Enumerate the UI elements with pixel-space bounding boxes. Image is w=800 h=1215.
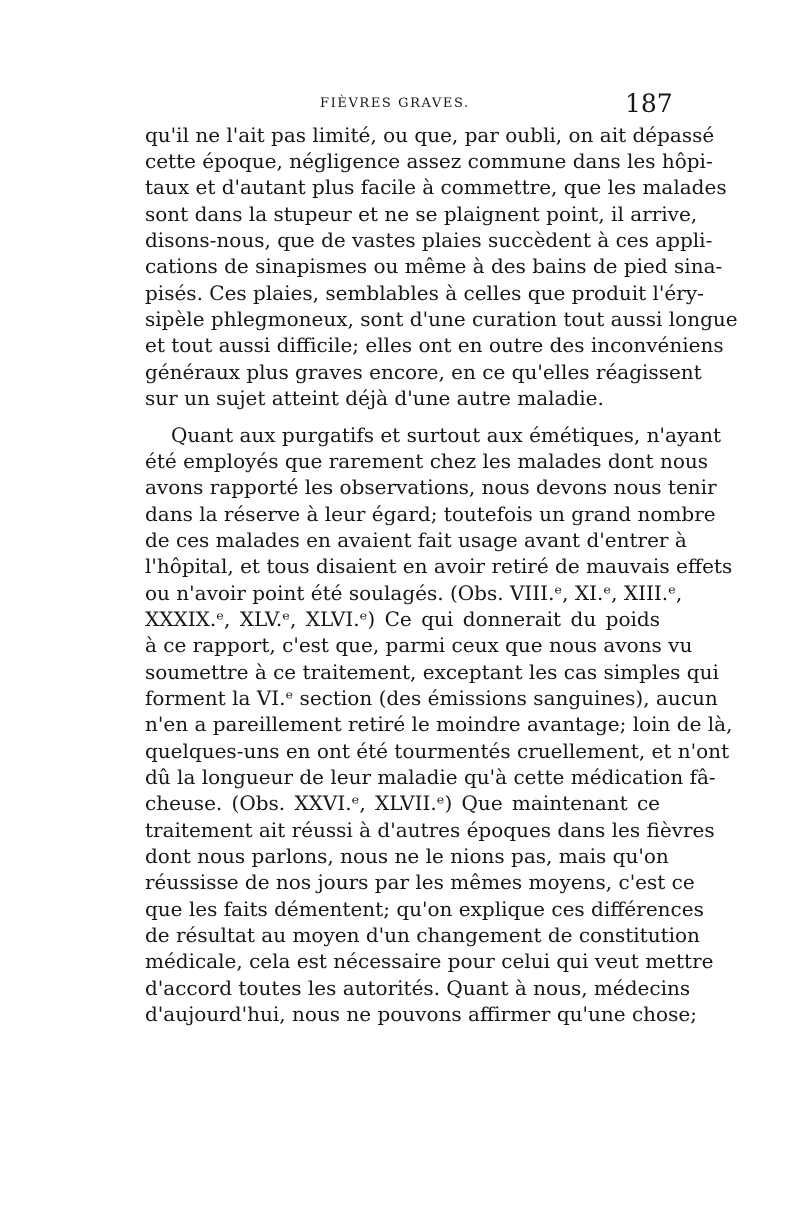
text-line: quelques-uns en ont été tourmentés cruellement, et n'ont (145, 739, 730, 763)
text-line: forment la VI.ᵉ section (des émissions sanguines), aucun (145, 686, 718, 710)
text-line: dont nous parlons, nous ne le nions pas, mais qu'on (145, 844, 669, 868)
page-number: 187 (625, 89, 673, 118)
text-line: et tout aussi difficile; elles ont en outre des inconvéniens (145, 333, 724, 357)
text-line: taux et d'autant plus facile à commettre, que les malades (145, 175, 727, 199)
text-line: dans la réserve à leur égard; toutefois un grand nombre (145, 502, 716, 526)
text-line: soumettre à ce traitement, exceptant les cas simples qui (145, 660, 719, 684)
text-line: sur un sujet atteint déjà d'une autre maladie. (145, 386, 604, 410)
text-line: cette époque, négligence assez commune dans les hôpi- (145, 149, 713, 173)
text-line: d'accord toutes les autorités. Quant à nous, médecins (145, 976, 691, 1000)
text-line: n'en a pareillement retiré le moindre avantage; loin de là, (145, 712, 733, 736)
text-line: de résultat au moyen d'un changement de constitution (145, 923, 700, 947)
text-line: dû la longueur de leur maladie qu'à cette médication fâ- (145, 765, 716, 789)
text-line: de ces malades en avaient fait usage avant d'entrer à (145, 528, 687, 552)
text-line: que les faits démentent; qu'on explique ces différences (145, 897, 704, 921)
running-head: FIÈVRES GRAVES. (320, 96, 470, 111)
text-line: cations de sinapismes ou même à des bains de pied sina- (145, 254, 723, 278)
text-line: ou n'avoir point été soulagés. (Obs. VIII.ᵉ, XI.ᵉ, XIII.ᵉ, (145, 581, 683, 605)
text-line: qu'il ne l'ait pas limité, ou que, par oubli, on ait dépassé (145, 123, 715, 147)
text-line: Quant aux purgatifs et surtout aux émétiques, n'ayant (171, 423, 722, 447)
text-line: été employés que rarement chez les malades dont nous (145, 449, 709, 473)
text-line: l'hôpital, et tous disaient en avoir retiré de mauvais effets (145, 554, 733, 578)
text-line: avons rapporté les observations, nous devons nous tenir (145, 475, 717, 499)
text-line: sont dans la stupeur et ne se plaignent point, il arrive, (145, 202, 698, 226)
text-line: pisés. Ces plaies, semblables à celles que produit l'éry- (145, 281, 704, 305)
text-line: disons-nous, que de vastes plaies succèdent à ces appli- (145, 228, 713, 252)
text-line: traitement ait réussi à d'autres époques dans les fièvres (145, 818, 715, 842)
text-line: réussisse de nos jours par les mêmes moyens, c'est ce (145, 870, 695, 894)
text-line: XXXIX.ᵉ, XLV.ᵉ, XLVI.ᵉ) Ce qui donnerait du poids (145, 607, 660, 631)
text-line: généraux plus graves encore, en ce qu'elles réagissent (145, 360, 702, 384)
text-line: médicale, cela est nécessaire pour celui qui veut mettre (145, 949, 714, 973)
text-line: cheuse. (Obs. XXVI.ᵉ, XLVII.ᵉ) Que maintenant ce (145, 791, 660, 815)
text-line: à ce rapport, c'est que, parmi ceux que nous avons vu (145, 633, 693, 657)
text-line: d'aujourd'hui, nous ne pouvons affirmer qu'une chose; (145, 1002, 697, 1026)
text-line: sipèle phlegmoneux, sont d'une curation tout aussi longue (145, 307, 738, 331)
